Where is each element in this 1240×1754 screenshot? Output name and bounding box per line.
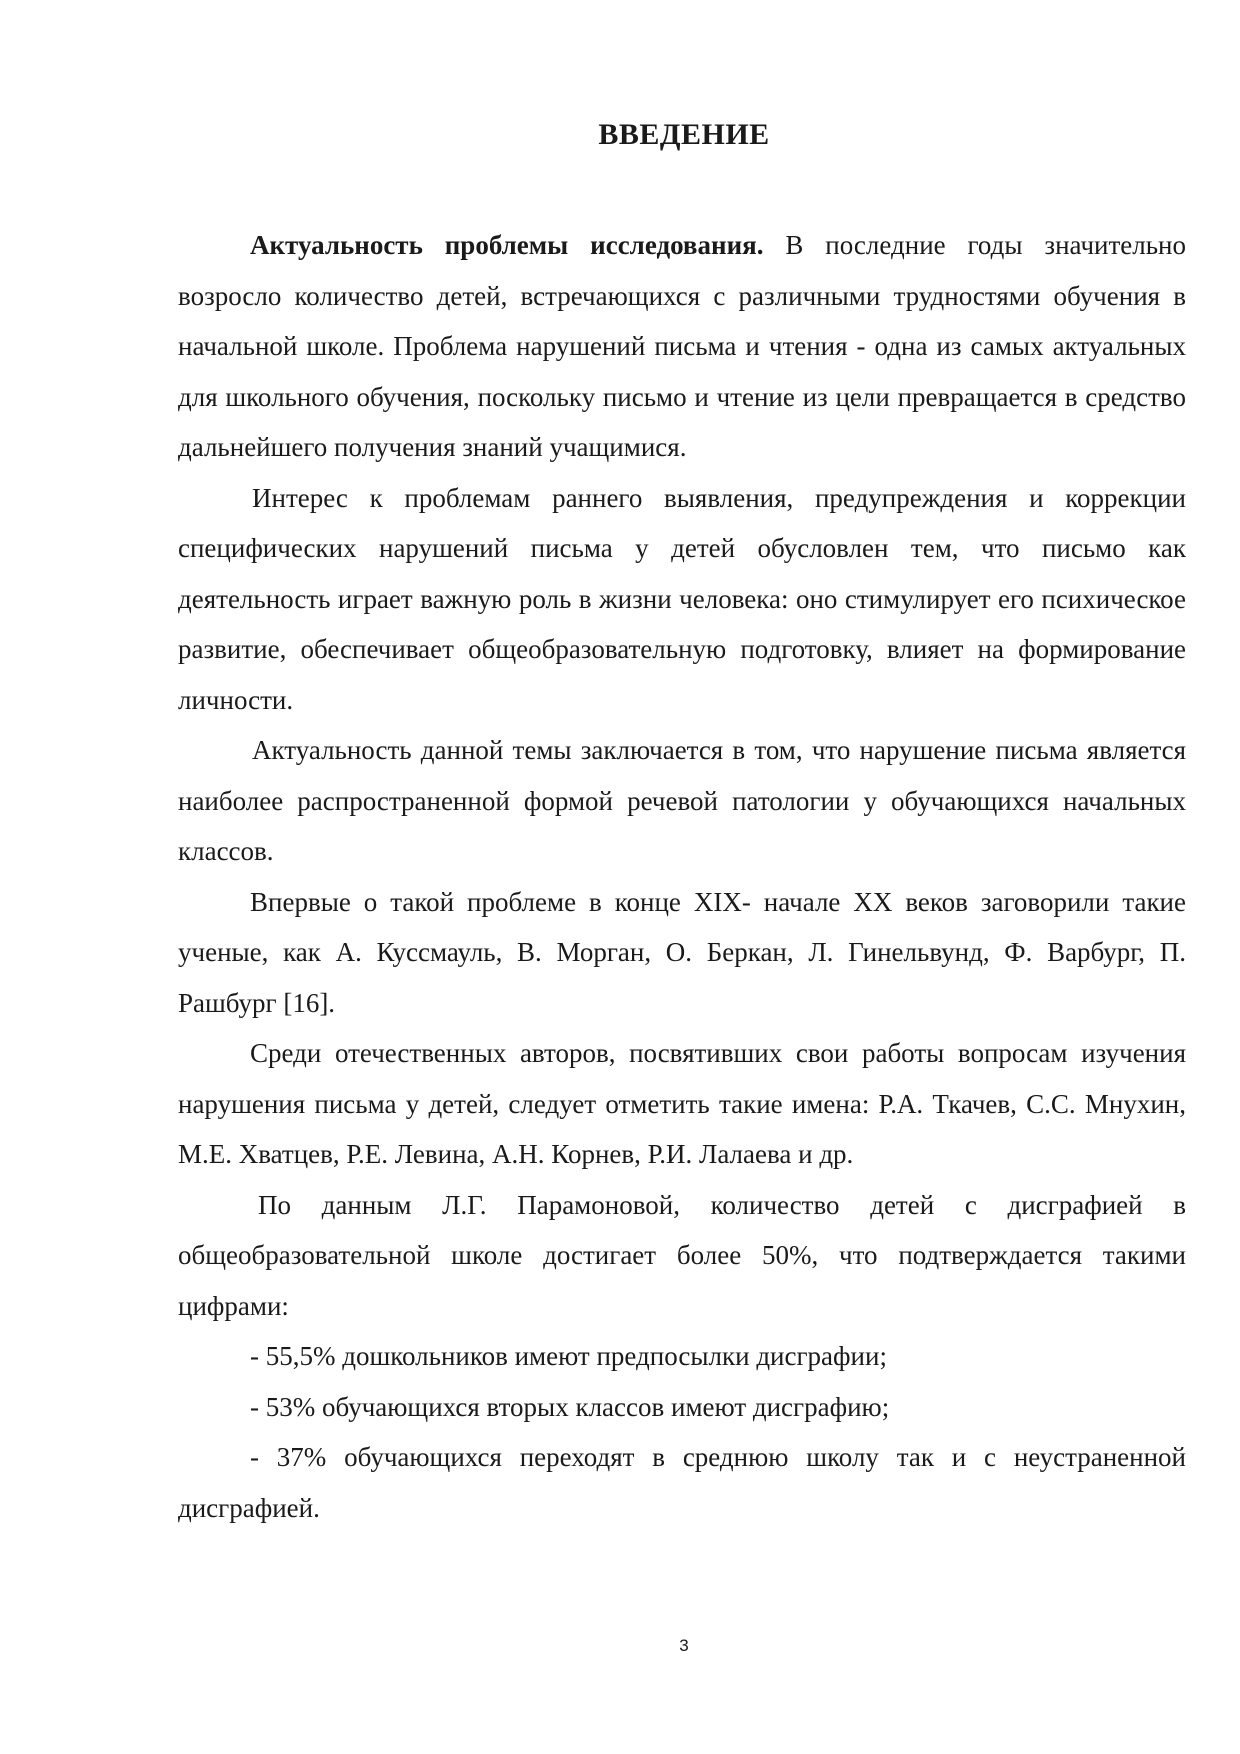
paragraph-lead: Актуальность проблемы исследования.	[250, 230, 764, 260]
list-item: - 55,5% дошкольников имеют предпосылки дисграфии;	[250, 1341, 887, 1371]
list-item: - 37% обучающихся переходят в среднюю школу так и с неустраненной дисграфией.	[178, 1442, 1186, 1523]
paragraph-text: Интерес к проблемам раннего выявления, предупреждения и коррекции специфических нарушений письма у детей обусловлен тем, что письмо как деятельность играет важную роль в жизни человека: оно стимулирует его психическое развитие, обеспечивает общеобразовательную подготовку, влияет на формирование личности.	[178, 482, 1186, 715]
paragraph-text: Впервые о такой проблеме в конце XIX- начале XX веков заговорили такие ученые, как А. Куссмауль, В. Морган, О. Беркан, Л. Гинельвунд, Ф. Варбург, П. Рашбург [16].	[178, 886, 1186, 1018]
paragraph-text: По данным Л.Г. Парамоновой, количество детей с дисграфией в общеобразовательной школе достигает более 50%, что подтверждается такими цифрами:	[178, 1189, 1186, 1321]
page-title: ВВЕДЕНИЕ	[598, 118, 770, 151]
paragraph-relevance	[178, 220, 1186, 473]
paragraph-text: Среди отечественных авторов, посвятивших свои работы вопросам изучения нарушения письма у детей, следует отметить такие имена: Р.А. Ткачев, С.С. Мнухин, М.Е. Хватцев, Р.Е. Левина, А.Н. Корнев, Р.И. Лалаева и др.	[178, 1038, 1186, 1169]
paragraph-text: В последние годы значительно возросло количество детей, встречающихся с различными трудностями обучения в начальной школе. Проблема нарушений письма и чтения - одна из самых актуальных для школьного обучения, поскольку письмо и чтение из цели превращается в средство дальнейшего получения знаний учащимися.	[178, 230, 1186, 462]
body-text	[178, 220, 1186, 1533]
list-item: - 53% обучающихся вторых классов имеют дисграфию;	[250, 1391, 890, 1422]
page-number: 3	[679, 1636, 689, 1655]
paragraph-text: Актуальность данной темы заключается в том, что нарушение письма является наиболее распространенной формой речевой патологии у обучающихся начальных классов.	[178, 735, 1186, 866]
